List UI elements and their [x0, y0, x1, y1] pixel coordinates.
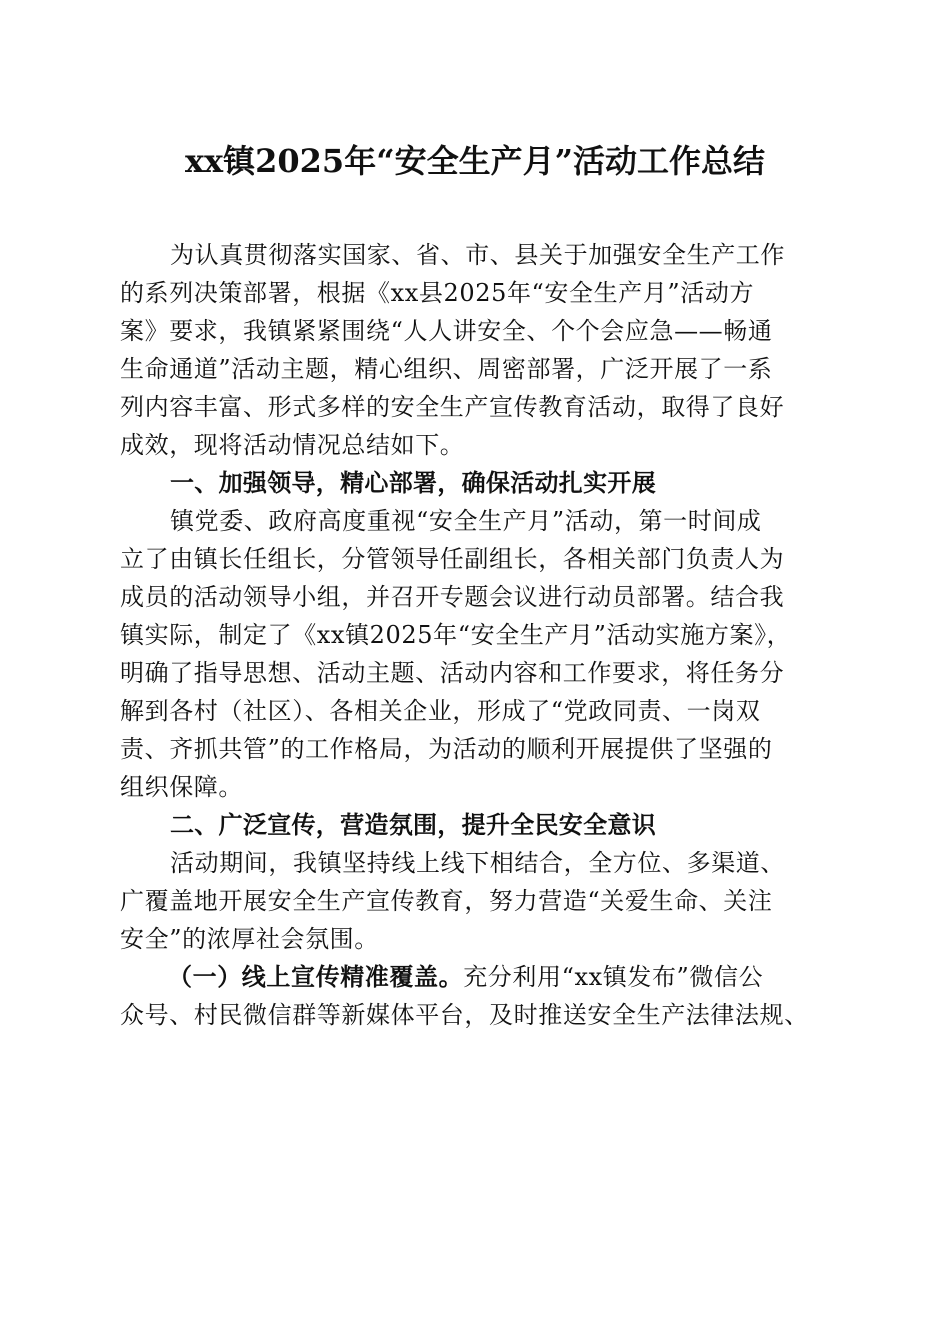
- paragraph-line: 镇实际，制定了《xx镇2025年“安全生产月”活动实施方案》，: [120, 621, 792, 649]
- paragraph-line: 镇党委、政府高度重视“安全生产月”活动，第一时间成: [170, 507, 762, 535]
- paragraph-line: 组织保障。: [120, 773, 243, 801]
- paragraph-line: 为认真贯彻落实国家、省、市、县关于加强安全生产工作: [170, 241, 785, 269]
- section-heading: 一、加强领导，精心部署，确保活动扎实开展: [170, 469, 656, 497]
- document-title: xx镇2025年“安全生产月”活动工作总结: [184, 142, 766, 180]
- subsection-first-line: [168, 958, 840, 996]
- paragraph-line: 立了由镇长任组长，分管领导任副组长，各相关部门负责人为: [120, 545, 785, 573]
- paragraph-line: 安全”的浓厚社会氛围。: [120, 925, 379, 953]
- section-heading: 二、广泛宣传，营造氛围，提升全民安全意识: [170, 811, 656, 839]
- paragraph-line: 的系列决策部署，根据《xx县2025年“安全生产月”活动方: [120, 279, 755, 307]
- paragraph-line: 列内容丰富、形式多样的安全生产宣传教育活动，取得了良好: [120, 393, 785, 421]
- paragraph-line: 广覆盖地开展安全生产宣传教育，努力营造“关爱生命、关注: [120, 887, 773, 915]
- paragraph-line: 明确了指导思想、活动主题、活动内容和工作要求，将任务分: [120, 659, 785, 687]
- paragraph-line: 活动期间，我镇坚持线上线下相结合，全方位、多渠道、: [170, 849, 785, 877]
- paragraph-line: 生命通道”活动主题，精心组织、周密部署，广泛开展了一系: [120, 355, 773, 383]
- paragraph-line: 解到各村（社区）、各相关企业，形成了“党政同责、一岗双: [120, 697, 761, 725]
- paragraph-line: 成效，现将活动情况总结如下。: [120, 431, 465, 459]
- paragraph-line: 众号、村民微信群等新媒体平台，及时推送安全生产法律法规、: [120, 1001, 809, 1029]
- subsection-lead: （一）线上宣传精准覆盖。: [168, 962, 464, 991]
- paragraph-line: 责、齐抓共管”的工作格局，为活动的顺利开展提供了坚强的: [120, 735, 773, 763]
- subsection-text: 充分利用“xx镇发布”微信公: [463, 963, 764, 991]
- paragraph-line: 案》要求，我镇紧紧围绕“人人讲安全、个个会应急——畅通: [120, 317, 773, 345]
- paragraph-line: 成员的活动领导小组，并召开专题会议进行动员部署。结合我: [120, 583, 785, 611]
